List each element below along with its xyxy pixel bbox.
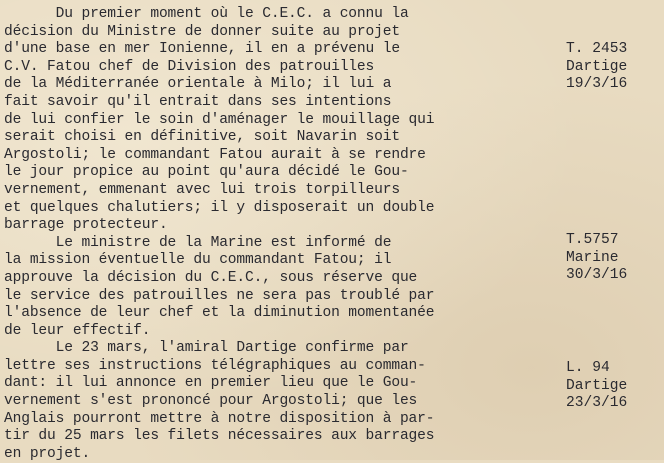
text-line: de lui confier le soin d'aménager le mouillage qui — [4, 111, 435, 128]
text-line: C.V. Fatou chef de Division des patrouilles — [4, 58, 375, 75]
margin-note-ref: T. 2453 — [566, 41, 628, 57]
text-line: l'absence de leur chef et la diminution momentanée — [4, 305, 435, 322]
document-body — [4, 6, 552, 463]
margin-note-source: Marine — [566, 249, 619, 266]
text-line: serait choisi en définitive, soit Navarin soit — [4, 129, 400, 146]
margin-note-3 — [566, 360, 662, 413]
text-line: et quelques chalutiers; il y disposerait un double — [4, 199, 435, 216]
text-line: en projet. — [4, 445, 91, 462]
text-line: d'une base en mer Ionienne, il en a prévenu le — [4, 41, 400, 58]
text-line: Argostoli; le commandant Fatou aurait à se rendre — [4, 146, 426, 163]
margin-note-source: Dartige — [566, 377, 628, 394]
text-line: Le ministre de la Marine est informé de — [4, 234, 392, 251]
text-line: Anglais pourront mettre à notre disposition à par- — [4, 410, 435, 427]
text-line: vernement, emmenant avec lui trois torpilleurs — [4, 181, 400, 198]
margin-note-2 — [566, 232, 662, 285]
text-line: vernement s'est prononcé pour Argostoli; que les — [4, 393, 418, 410]
text-line: Du premier moment où le C.E.C. a connu la — [4, 6, 409, 22]
text-line: de leur effectif. — [4, 322, 151, 339]
text-line: lettre ses instructions télégraphiques au comman- — [4, 357, 426, 374]
text-line: dant: il lui annonce en premier lieu que le Gou- — [4, 375, 418, 392]
margin-note-1 — [566, 41, 662, 94]
margin-note-date: 23/3/16 — [566, 395, 628, 412]
margin-note-ref: L. 94 — [566, 360, 610, 376]
text-line: le jour propice au point qu'aura décidé le Gou- — [4, 164, 409, 181]
text-line: Le 23 mars, l'amiral Dartige confirme par — [4, 340, 409, 357]
text-line: barrage protecteur. — [4, 217, 168, 234]
text-line: de la Méditerranée orientale à Milo; il lui a — [4, 76, 392, 93]
margin-note-date: 19/3/16 — [566, 76, 628, 93]
text-line: approuve la décision du C.E.C., sous réserve que — [4, 269, 418, 286]
text-line: fait savoir qu'il entrait dans ses intentions — [4, 93, 392, 110]
text-line: le service des patrouilles ne sera pas troublé par — [4, 287, 435, 304]
margin-note-date: 30/3/16 — [566, 267, 628, 284]
text-line: décision du Ministre de donner suite au projet — [4, 23, 400, 40]
margin-note-source: Dartige — [566, 58, 628, 75]
text-line: tir du 25 mars les filets nécessaires aux barrages — [4, 428, 435, 445]
text-line: la mission éventuelle du commandant Fatou; il — [4, 252, 392, 269]
margin-note-ref: T.5757 — [566, 232, 619, 248]
